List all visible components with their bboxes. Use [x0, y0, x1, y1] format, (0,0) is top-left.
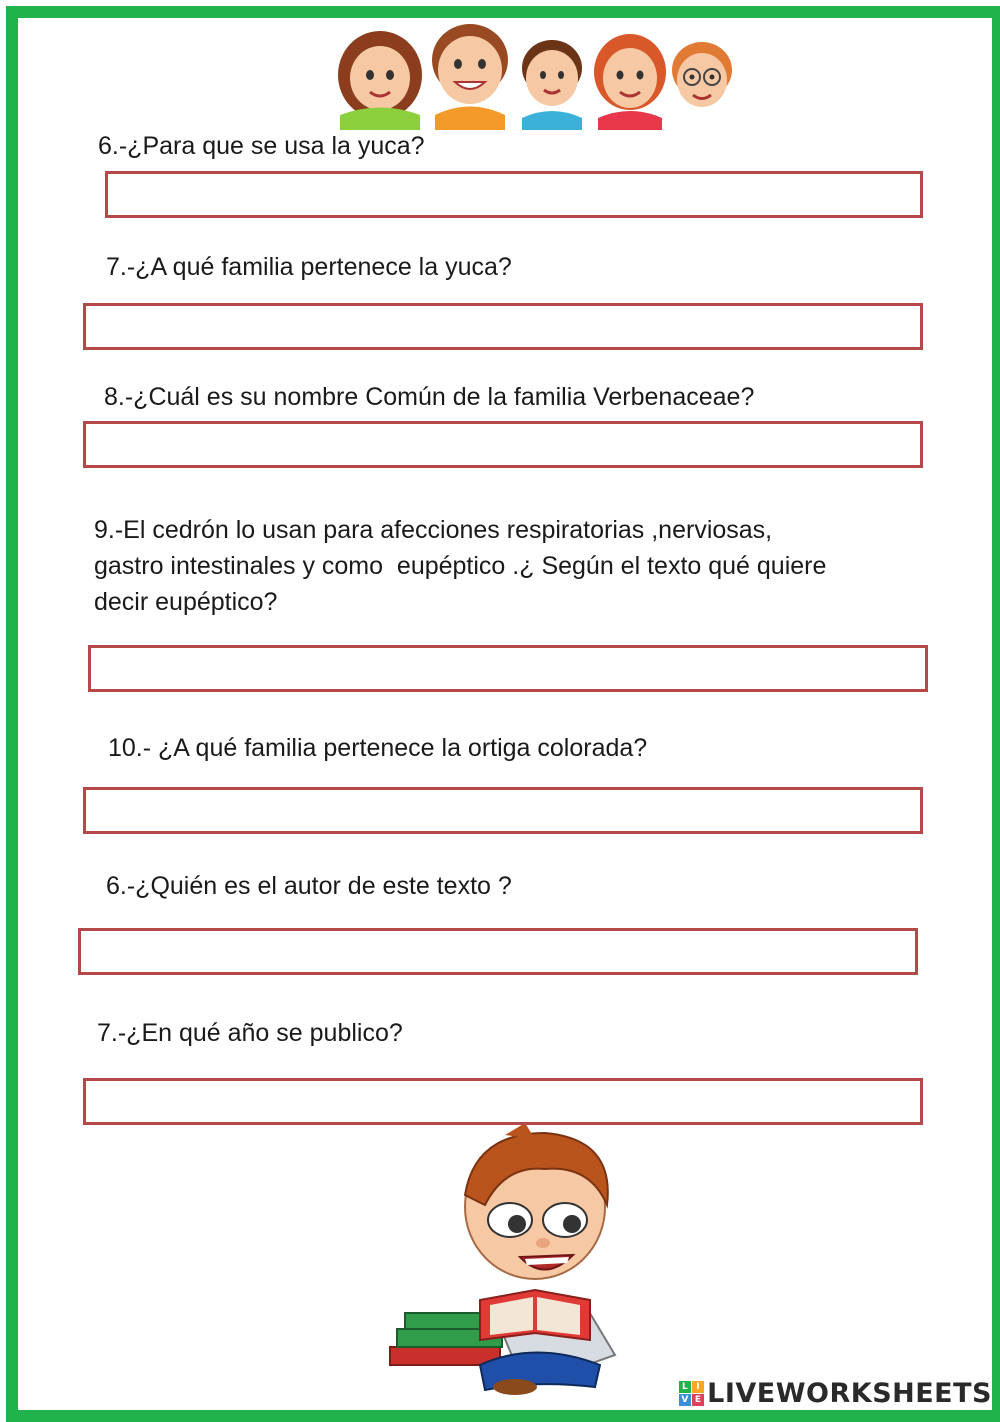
answer-input[interactable]	[83, 421, 923, 468]
answer-input[interactable]	[83, 1078, 923, 1125]
liveworksheets-logo-text: LIVEWORKSHEETS	[707, 1378, 992, 1409]
question-label: 6.-¿Para que se usa la yuca?	[98, 132, 425, 160]
answer-input[interactable]	[83, 303, 923, 350]
question-label: 7.-¿A qué familia pertenece la yuca?	[106, 253, 512, 281]
answer-input[interactable]	[105, 171, 923, 218]
logo-mark-letter: V	[679, 1394, 691, 1406]
answer-input[interactable]	[83, 787, 923, 834]
question-label: 6.-¿Quién es el autor de este texto ?	[106, 872, 512, 900]
kid-girl-2-image	[594, 34, 666, 130]
logo-mark-letter: L	[679, 1381, 691, 1393]
question-label: 8.-¿Cuál es su nombre Común de la familia Verbenaceae?	[104, 383, 755, 411]
question-label: 7.-¿En qué año se publico?	[97, 1019, 403, 1047]
kid-boy-1-image	[432, 24, 508, 130]
boy-reading-illustration	[385, 1125, 645, 1395]
logo-mark-letter: E	[692, 1394, 704, 1406]
question-label: 10.- ¿A qué familia pertenece la ortiga colorada?	[108, 734, 648, 762]
answer-input[interactable]	[78, 928, 918, 975]
question-label-multiline: 9.-El cedrón lo usan para afecciones respiratorias ,nerviosas, gastro intestinales y como eupéptico .¿ Según el texto qué quiere decir eupéptico?	[94, 516, 827, 616]
liveworksheets-logo-mark-icon	[679, 1381, 704, 1406]
kids-group-illustration	[330, 20, 740, 130]
kid-boy-2-image	[522, 40, 582, 130]
liveworksheets-logo	[679, 1378, 992, 1409]
kid-boy-glasses-image	[672, 42, 732, 107]
kid-girl-1-image	[338, 31, 422, 130]
answer-input[interactable]	[88, 645, 928, 692]
logo-mark-letter: I	[692, 1381, 704, 1393]
